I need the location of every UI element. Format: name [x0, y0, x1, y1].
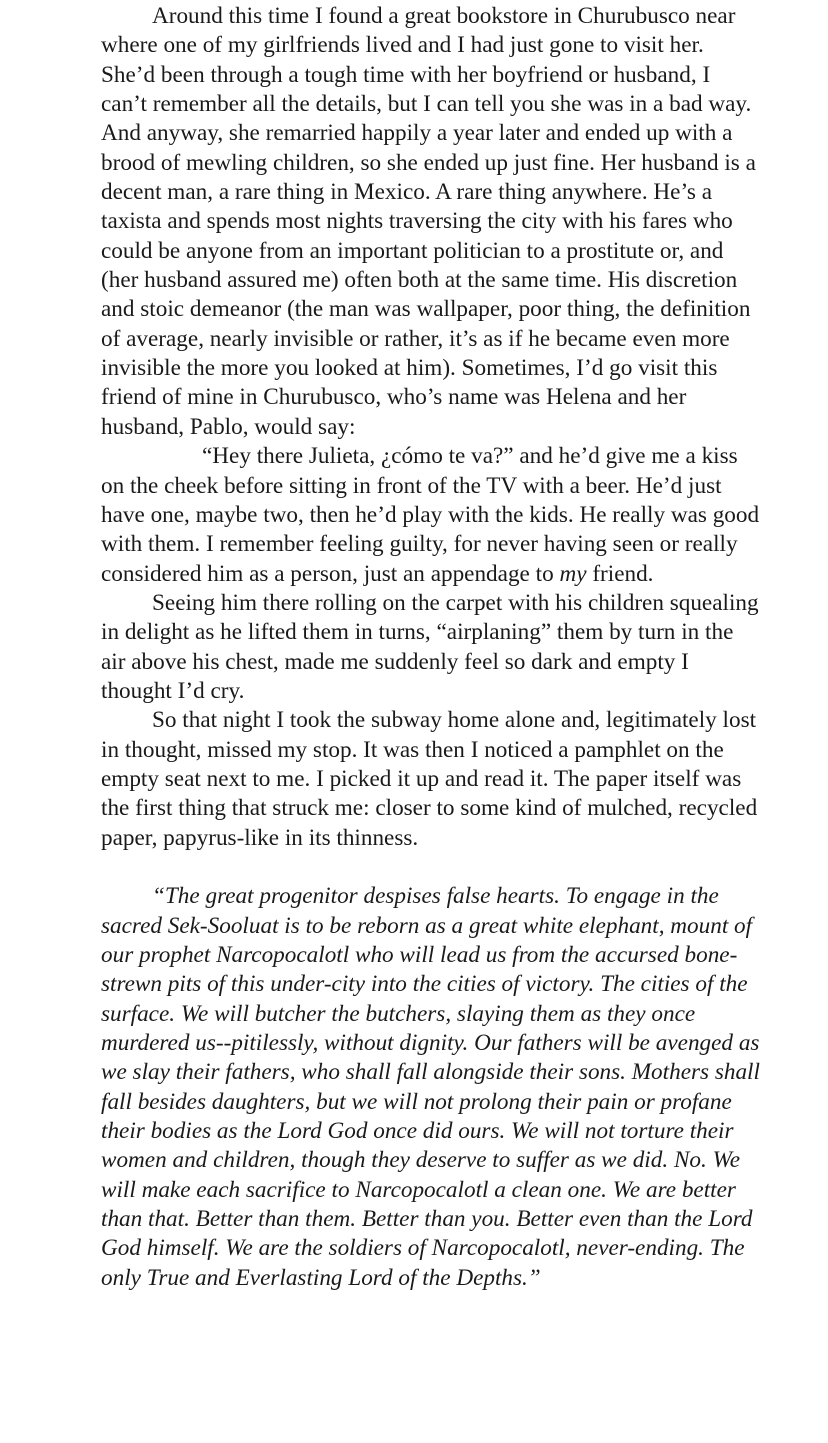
paragraph-subway: So that night I took the subway home alone and, legitimately lost in thought, missed my stop. It was then I noticed a pamphlet on the empty seat next to me. I picked it up and read it. The paper itself was the first thing that struck me: closer to some kind of mulched, recycled paper, papyrus-like in its thinness. [101, 707, 758, 851]
dialogue-ending: friend. [586, 560, 654, 587]
dialogue-text: “Hey there Julieta, ¿cómo te va?” and he’d give me a kiss on the cheek before sitting in front of the TV with a beer. He’d just have one, maybe two, then he’d play with the kids. He really was good with them. I remember feeling guilty, for never having seen or really considered him as a person, just an appendage to [101, 443, 760, 587]
paragraph-dialogue [101, 442, 761, 589]
paragraph-carpet: Seeing him there rolling on the carpet with his children squealing in delight as he lifted them in turns, “airplaning” them by turn in the air above his chest, made me suddenly feel so dark and empty I thought I’d cry. [101, 589, 759, 704]
document-page [101, 2, 761, 1293]
paragraph-gap [101, 853, 761, 882]
paragraph-bookstore: Around this time I found a great bookstore in Churubusco near where one of my girlfriends lived and I had just gone to visit her. She’d been through a tough time with her boyfriend or husband, I can’t remember all the details, but I can tell you she was in a bad way. And anyway, she remarried happily a year later and ended up with a brood of mewling children, so she ended up just fine. Her husband is a decent man, a rare thing in Mexico. A rare thing anywhere. He’s a taxista and spends most nights traversing the city with his fares who could be anyone from an important politician to a prostitute or, and (her husband assured me) often both at the same time. His discretion and stoic demeanor (the man was wallpaper, poor thing, the definition of average, nearly invisible or rather, it’s as if he became even more invisible the more you looked at him). Sometimes, I’d go visit this friend of mine in Churubusco, who’s name was Helena and her husband, Pablo, would say: [101, 3, 756, 440]
emphasis-my: my [559, 560, 587, 587]
pamphlet-quote: “The great progenitor despises false hearts. To engage in the sacred Sek-Sooluat is to be reborn as a great white elephant, mount of our prophet Narcopocalotl who will lead us from the accursed bone-strewn pits of this under-city into the cities of victory. The cities of the surface. We will butcher the butchers, slaying them as they once murdered us--pitilessly, without dignity. Our fathers will be avenged as we slay their fathers, who shall fall alongside their sons. Mothers shall fall besides daughters, but we will not prolong their pain or profane their bodies as the Lord God once did ours. We will not torture their women and children, though they deserve to suffer as we did. No. We will make each sacrifice to Narcopocalotl a clean one. We are better than that. Better than them. Better than you. Better even than the Lord God himself. We are the soldiers of Narcopocalotl, never-ending. The only True and Everlasting Lord of the Depths.” [101, 883, 760, 1291]
